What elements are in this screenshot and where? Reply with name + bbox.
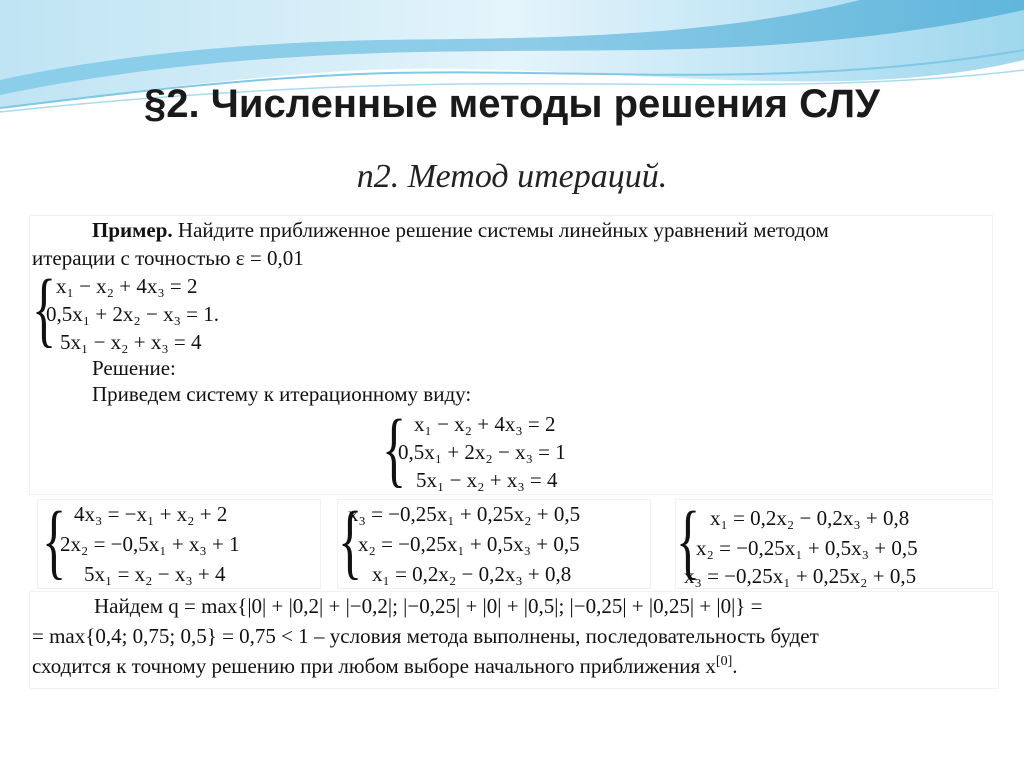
solution-label: Решение: xyxy=(92,356,176,380)
conclusion-line2: = max{0,4; 0,75; 0,5} = 0,75 < 1 – условия метода выполнены, последовательность будет xyxy=(32,624,819,648)
example-statement xyxy=(92,218,829,243)
transform-c-brace: { xyxy=(676,495,701,588)
example-panel xyxy=(30,216,992,494)
transform-c-eq-1: x₁ = 0,2x₂ − 0,2x₃ + 0,8 xyxy=(710,506,910,530)
conclusion-line3 xyxy=(32,654,738,679)
system-eq-1: x₁ − x₂ + 4x₃ = 2 xyxy=(56,274,198,298)
iter-system-eq-3: 5x₁ − x₂ + x₃ = 4 xyxy=(416,468,558,492)
conclusion-panel xyxy=(30,592,998,688)
page-subtitle: п2. Метод итераций. xyxy=(356,158,668,195)
transform-panel-c xyxy=(676,495,992,588)
example-label: Пример. xyxy=(92,218,173,242)
transform-a-eq-3: 5x₁ = x₂ − x₃ + 4 xyxy=(84,562,226,586)
transform-a-brace: { xyxy=(42,495,67,588)
transform-b-eq-2: x₂ = −0,25x₁ + 0,5x₃ + 0,5 xyxy=(358,532,580,556)
transform-a-eq-1: 4x₃ = −x₁ + x₂ + 2 xyxy=(74,502,228,526)
transform-a-eq-2: 2x₂ = −0,5x₁ + x₃ + 1 xyxy=(60,532,240,556)
transform-c-eq-2: x₂ = −0,25x₁ + 0,5x₃ + 0,5 xyxy=(696,536,918,560)
conclusion-line3-end: . xyxy=(732,654,738,678)
system-eq-2: 0,5x₁ + 2x₂ − x₃ = 1. xyxy=(46,302,219,326)
transform-b-eq-3: x₁ = 0,2x₂ − 0,2x₃ + 0,8 xyxy=(372,562,572,586)
conclusion-line1: Найдем q = max{|0| + |0,2| + |−0,2|; |−0,25| + |0| + |0,5|; |−0,25| + |0,25| + |0|} = xyxy=(94,594,763,618)
transform-panel-b xyxy=(338,495,650,588)
conclusion-line3-text: сходится к точному решению при любом выборе начального приближения x xyxy=(32,654,716,678)
transform-b-eq-1: x₃ = −0,25x₁ + 0,25x₂ + 0,5 xyxy=(348,502,581,526)
iter-system-eq-2: 0,5x₁ + 2x₂ − x₃ = 1 xyxy=(398,440,566,464)
solution-step1: Приведем систему к итерационному виду: xyxy=(92,382,472,406)
transform-b-brace: { xyxy=(338,495,363,588)
example-text-line1: Найдите приближенное решение системы линейных уравнений методом xyxy=(177,218,829,242)
transform-c-eq-3: x₃ = −0,25x₁ + 0,25x₂ + 0,5 xyxy=(684,564,917,588)
transform-panel-a xyxy=(38,495,320,588)
iter-system-brace: { xyxy=(382,403,407,496)
iter-system-eq-1: x₁ − x₂ + 4x₃ = 2 xyxy=(414,412,556,436)
system-eq-3: 5x₁ − x₂ + x₃ = 4 xyxy=(60,330,202,354)
system-brace: { xyxy=(32,263,57,356)
initial-approx-superscript: [0] xyxy=(715,654,733,669)
page-title: §2. Численные методы решения СЛУ xyxy=(144,82,880,126)
example-text-line2: итерации с точностью ε = 0,01 xyxy=(32,246,304,270)
